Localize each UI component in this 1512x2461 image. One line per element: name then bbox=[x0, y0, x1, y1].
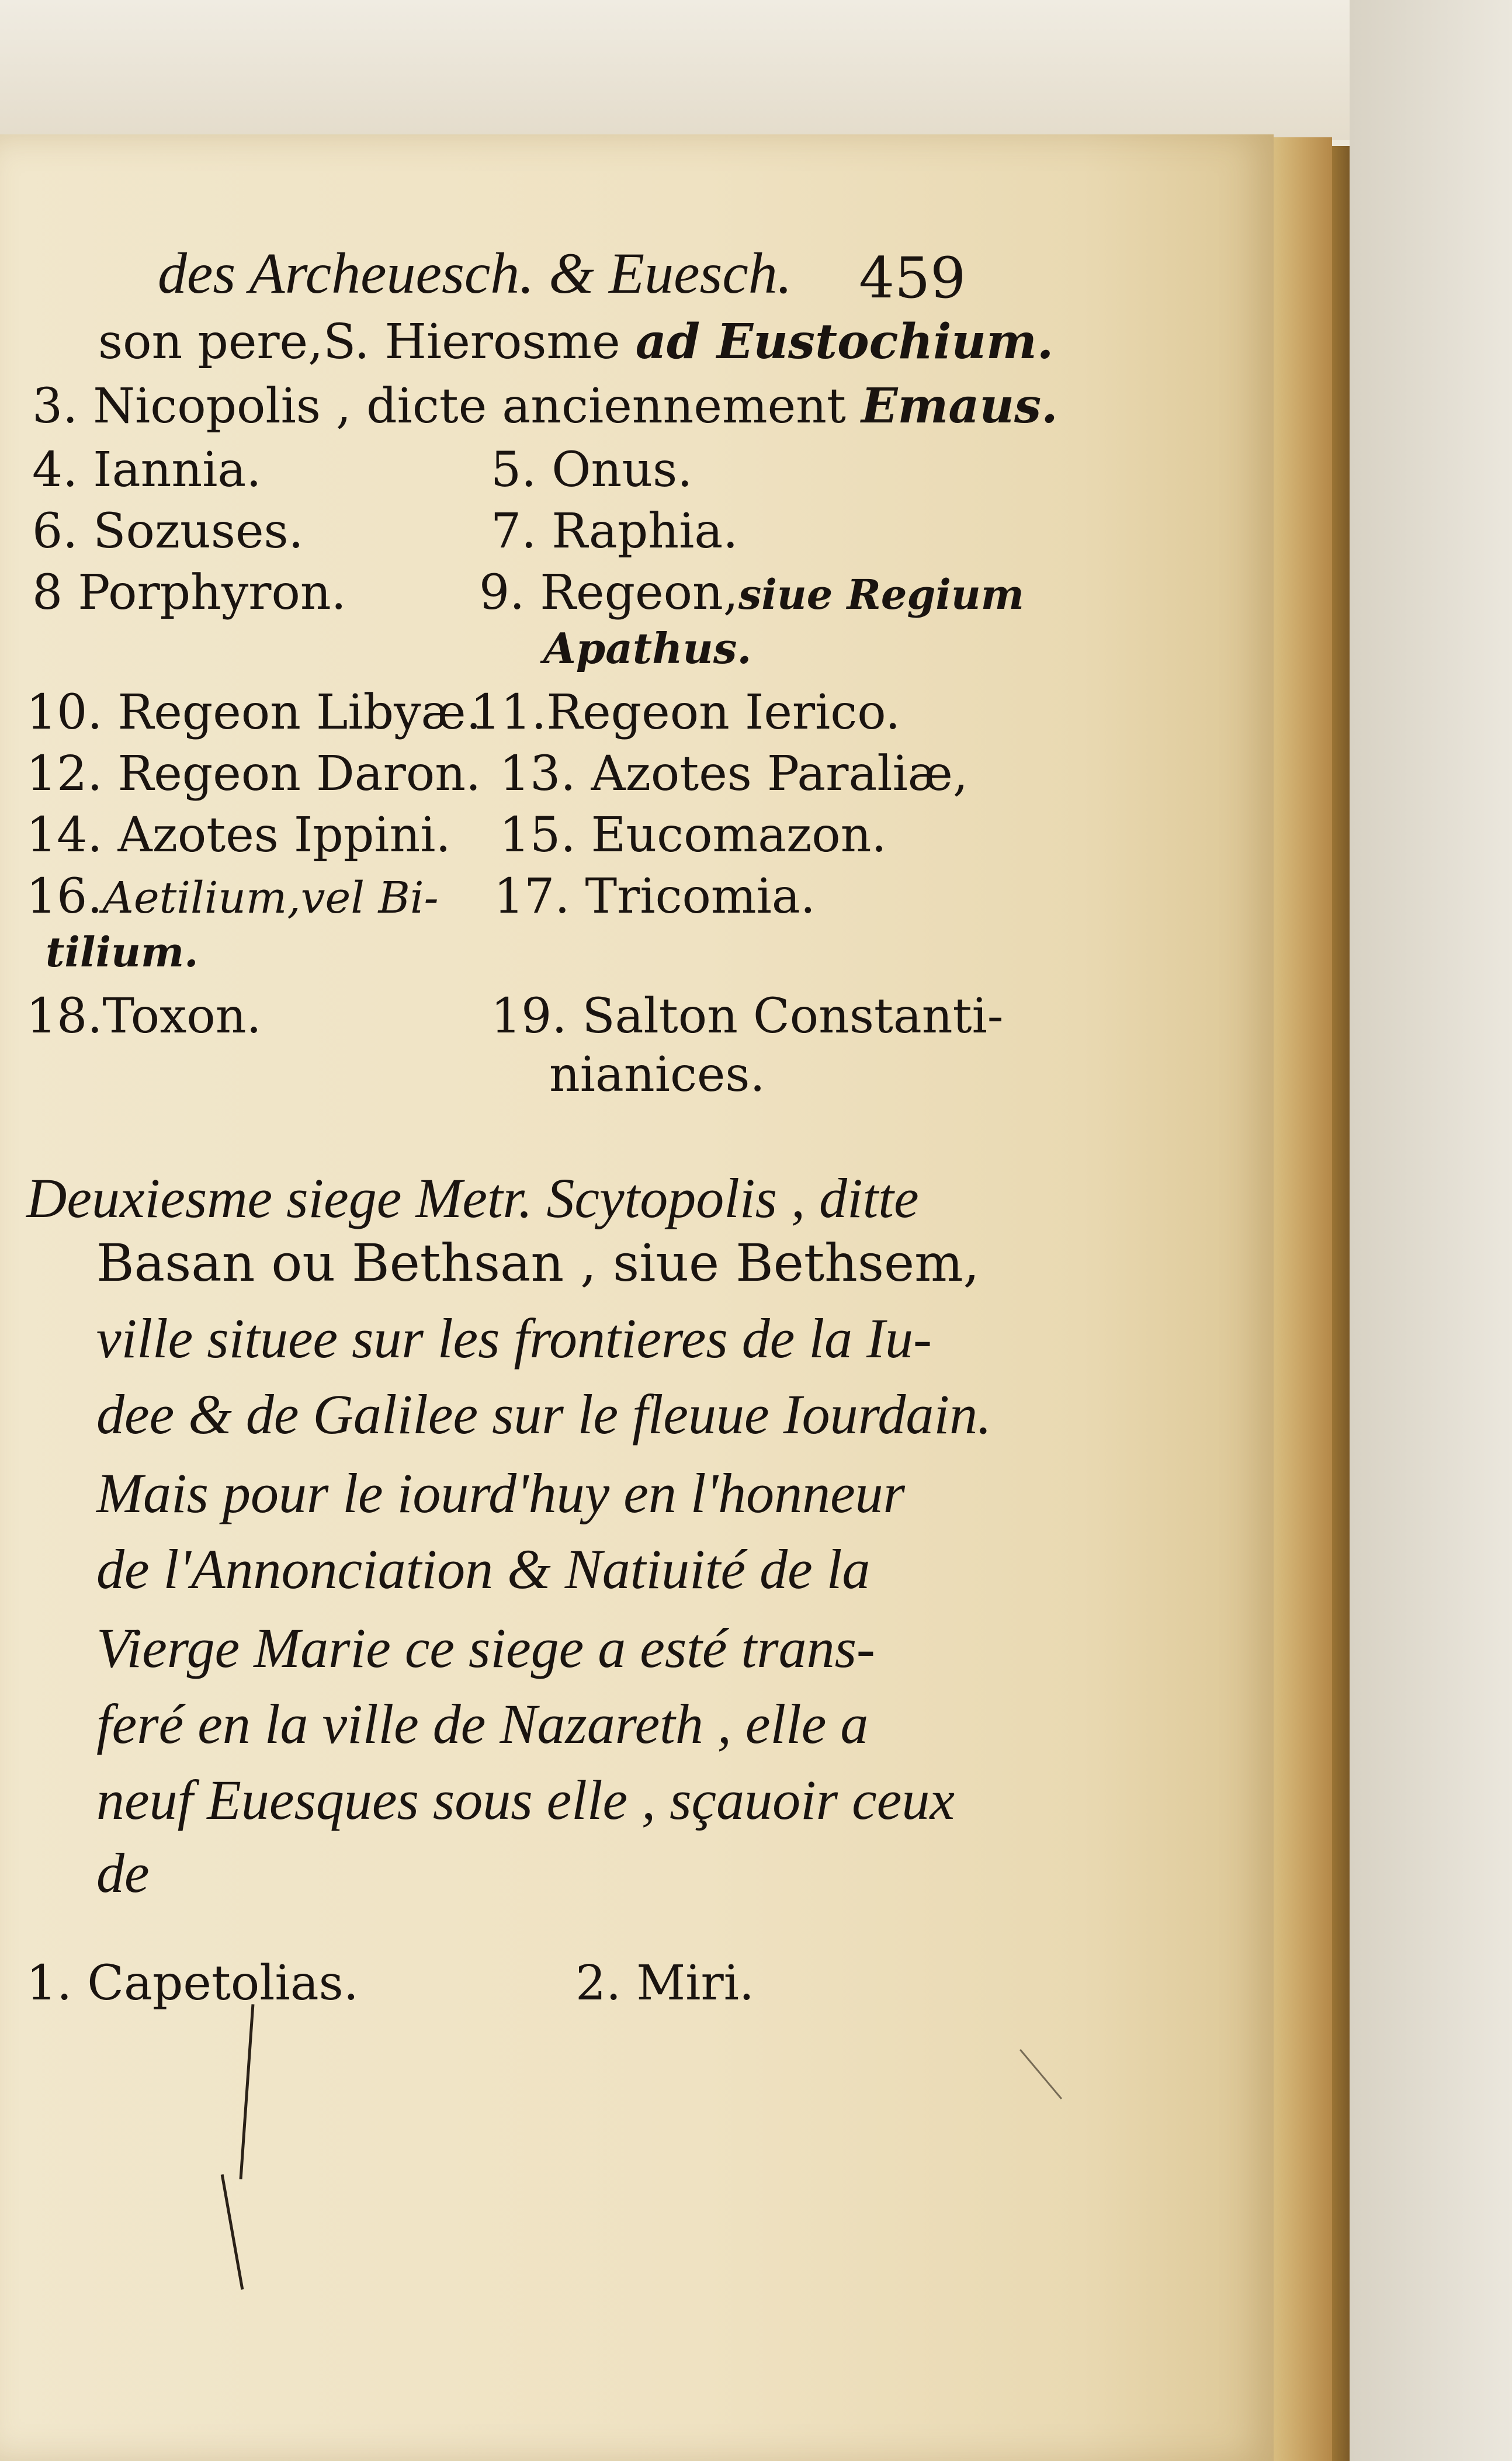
paragraph-line-10: de bbox=[96, 1842, 150, 1904]
paragraph-line-5: Mais pour le iourd'huy en l'honneur bbox=[96, 1462, 906, 1524]
list-item-9-italic: siue Regium bbox=[738, 570, 1024, 619]
paragraph-line-8: feré en la ville de Nazareth , elle a bbox=[96, 1693, 869, 1755]
paragraph-line-4: dee & de Galilee sur le fleuue Iourdain. bbox=[96, 1383, 992, 1446]
running-title: des Archeuesch. & Euesch. bbox=[158, 241, 792, 306]
paragraph-line-9: neuf Euesques sous elle , sçauoir ceux bbox=[96, 1769, 955, 1831]
text-line-1 bbox=[98, 313, 1053, 372]
list-item-16-number: 16. bbox=[26, 869, 103, 924]
text-line-2 bbox=[32, 377, 1058, 436]
list-item-19-continuation: nianices. bbox=[549, 1047, 765, 1103]
list-item-12: 12. Regeon Daron. bbox=[26, 746, 481, 802]
paragraph-line-7: Vierge Marie ce siege a esté trans- bbox=[96, 1617, 875, 1679]
list-item-9 bbox=[479, 564, 1024, 624]
list-item-8: 8 Porphyron. bbox=[32, 565, 346, 621]
list-item-1: 1. Capetolias. bbox=[26, 1956, 359, 2011]
list-item-5: 5. Onus. bbox=[491, 442, 693, 498]
list-item-7: 7. Raphia. bbox=[491, 504, 738, 559]
paragraph-line-1: Deuxiesme siege Metr. Scytopolis , ditte bbox=[26, 1167, 919, 1229]
text-line-1-roman: son pere,S. Hierosme bbox=[98, 314, 636, 370]
list-item-9-roman: 9. Regeon, bbox=[479, 565, 738, 621]
list-item-4: 4. Iannia. bbox=[32, 442, 262, 498]
list-item-9-continuation: Apathus. bbox=[543, 623, 752, 673]
list-item-16-continuation: tilium. bbox=[46, 928, 199, 976]
text-line-2-italic: Emaus. bbox=[861, 378, 1058, 434]
paragraph-line-2: Basan ou Bethsan , siue Bethsem, bbox=[96, 1233, 980, 1293]
text-line-1-italic: ad Eustochium. bbox=[635, 314, 1054, 370]
text-line-2-roman: 3. Nicopolis , dicte anciennement bbox=[32, 379, 861, 434]
scan-background-top bbox=[0, 0, 1512, 140]
list-item-18: 18.Toxon. bbox=[26, 989, 262, 1044]
list-item-2: 2. Miri. bbox=[575, 1956, 754, 2011]
page-edge bbox=[1274, 137, 1332, 2461]
list-item-11: 11.Regeon Ierico. bbox=[470, 685, 901, 740]
scan-background-right bbox=[1350, 0, 1512, 2461]
list-item-14: 14. Azotes Ippini. bbox=[26, 807, 451, 863]
list-item-10: 10. Regeon Libyæ. bbox=[26, 685, 481, 740]
book-spine-edge bbox=[1332, 146, 1350, 2461]
list-item-19: 19. Salton Constanti- bbox=[491, 989, 1004, 1044]
page-number: 459 bbox=[859, 245, 966, 311]
list-item-17: 17. Tricomia. bbox=[494, 869, 816, 924]
list-item-16 bbox=[26, 868, 439, 927]
paragraph-line-3: ville situee sur les frontieres de la Iu- bbox=[96, 1307, 932, 1370]
list-item-13: 13. Azotes Paraliæ, bbox=[500, 746, 968, 802]
paragraph-line-6: de l'Annonciation & Natiuité de la bbox=[96, 1538, 871, 1600]
list-item-6: 6. Sozuses. bbox=[32, 504, 304, 559]
list-item-16-italic: Aetilium,vel Bi- bbox=[102, 873, 439, 923]
list-item-15: 15. Eucomazon. bbox=[500, 807, 887, 863]
